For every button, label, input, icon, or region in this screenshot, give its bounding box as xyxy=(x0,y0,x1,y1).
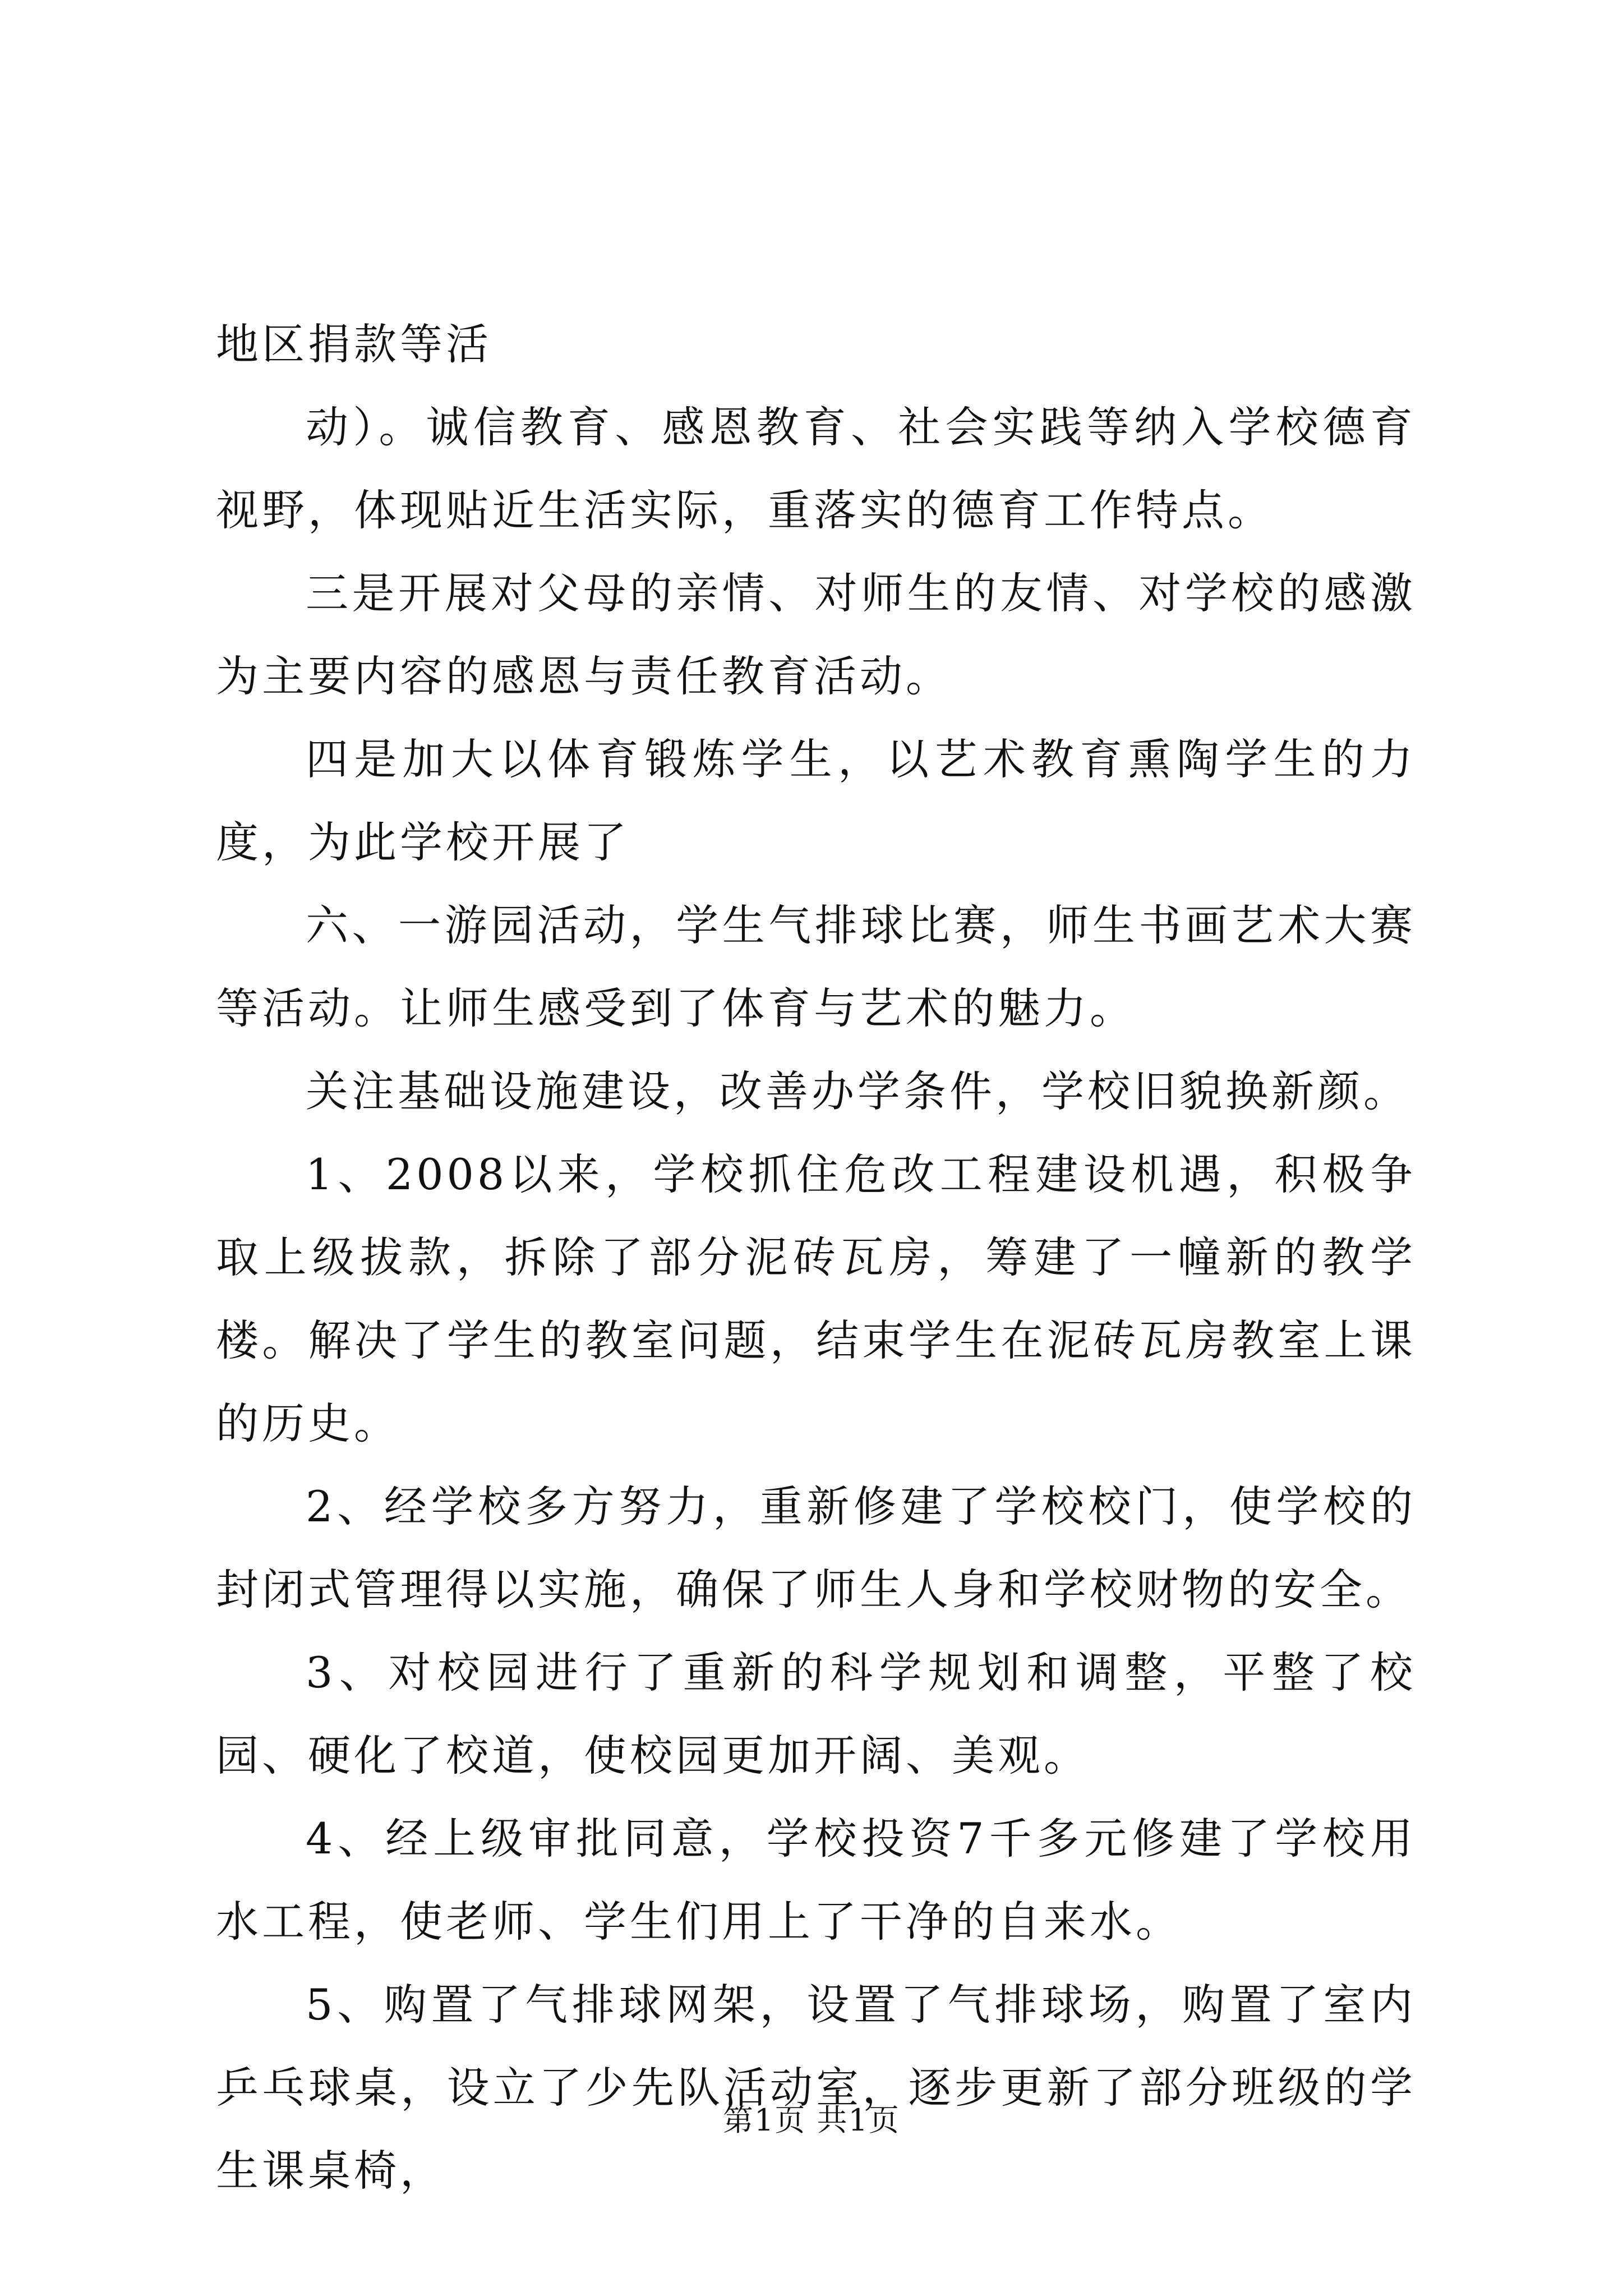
paragraph-6: 关注基础设施建设，改善办学条件，学校旧貌换新颜。 xyxy=(306,1066,1409,1116)
page-footer xyxy=(0,2101,1623,2140)
paragraph-9: 3、对校园进行了重新的科学规划和调整，平整了校园、硬化了校道，使校园更加开阔、美观。 xyxy=(216,1648,1416,1780)
paragraph-11: 5、购置了气排球网架，设置了气排球场，购置了室内乒乓球桌，设立了少先队活动室，逐步更新了部分班级的学生课桌椅， xyxy=(216,1980,1416,2196)
document-body xyxy=(216,303,1416,2212)
paragraph-3: 三是开展对父母的亲情、对师生的友情、对学校的感激为主要内容的感恩与责任教育活动。 xyxy=(216,568,1416,701)
paragraph-10: 4、经上级审批同意，学校投资7千多元修建了学校用水工程，使老师、学生们用上了干净的自来水。 xyxy=(216,1814,1416,1947)
paragraph-4: 四是加大以体育锻炼学生，以艺术教育熏陶学生的力度，为此学校开展了 xyxy=(216,734,1416,867)
paragraph-2: 动）。诚信教育、感恩教育、社会实践等纳入学校德育视野，体现贴近生活实际，重落实的德育工作特点。 xyxy=(216,402,1416,535)
paragraph-8: 2、经学校多方努力，重新修建了学校校门，使学校的封闭式管理得以实施，确保了师生人身和学校财物的安全。 xyxy=(216,1481,1416,1614)
paragraph-7: 1、2008以来，学校抓住危改工程建设机遇，积极争取上级拔款，拆除了部分泥砖瓦房，筹建了一幢新的教学楼。解决了学生的教室问题，结束学生在泥砖瓦房教室上课的历史。 xyxy=(216,1149,1416,1448)
page-number-label: 第1页 共1页 xyxy=(723,2102,900,2138)
paragraph-1: 地区捐款等活 xyxy=(216,319,492,369)
paragraph-5: 六、一游园活动，学生气排球比赛，师生书画艺术大赛等活动。让师生感受到了体育与艺术的魅力。 xyxy=(216,900,1416,1033)
